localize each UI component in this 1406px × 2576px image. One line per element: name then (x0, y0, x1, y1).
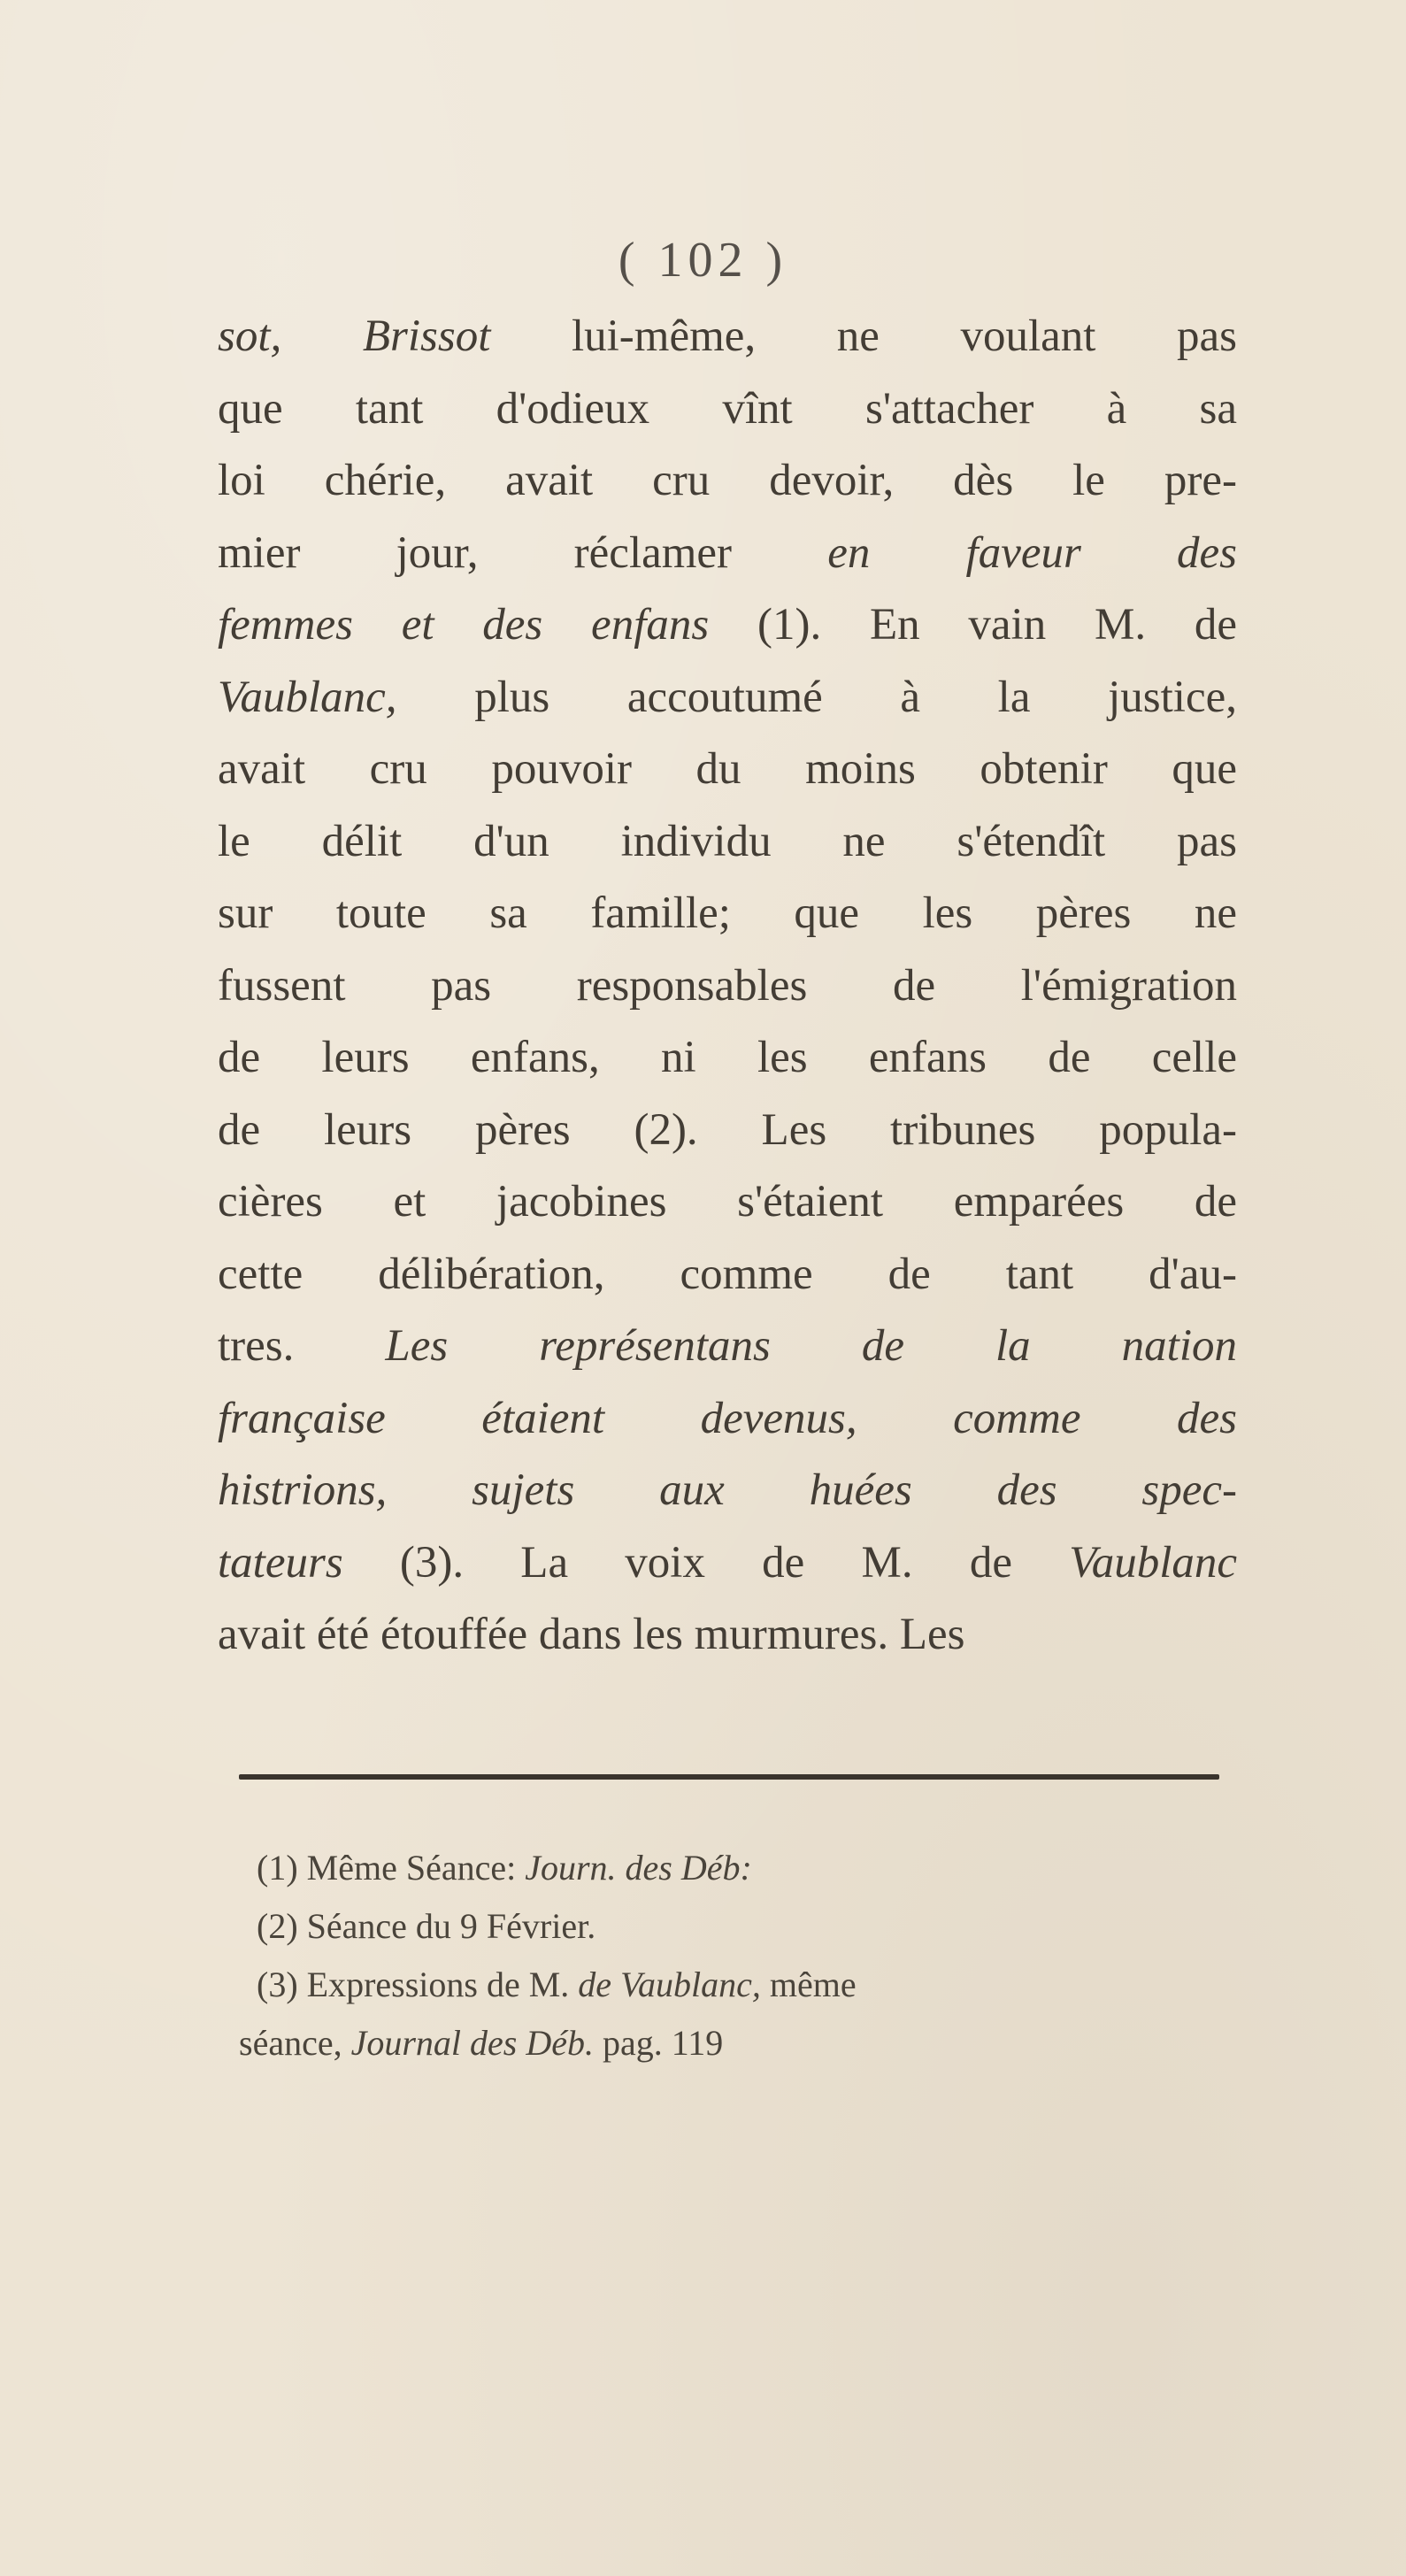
text-line-18: tateurs (3). La voix de M. de Vaublanc (218, 1537, 1237, 1588)
text-line-4: mier jour, réclamer en faveur des (218, 527, 1237, 578)
text-line-7: avait cru pouvoir du moins obtenir que (218, 744, 1237, 794)
footnote-2: (2) Séance du 9 Février. (257, 1906, 596, 1946)
text-line-2: que tant d'odieux vînt s'attacher à sa (218, 383, 1237, 434)
text-line-15: tres. Les représentans de la nation (218, 1321, 1237, 1371)
footnotes (239, 1839, 1239, 2072)
footnote-separator-rule (239, 1774, 1219, 1780)
text-line-10: fussent pas responsables de l'émigration (218, 960, 1237, 1011)
body-text (218, 301, 1237, 1672)
text-line-3: loi chérie, avait cru devoir, dès le pre- (218, 456, 1237, 505)
footnote-3-continued: séance, Journal des Déb. pag. 119 (239, 2023, 724, 2063)
text-line-13: cières et jacobines s'étaient emparées de (218, 1177, 1237, 1226)
text-line-11: de leurs enfans, ni les enfans de celle (218, 1033, 1237, 1082)
footnote-1: (1) Même Séance: Journ. des Déb: (257, 1848, 752, 1888)
text-line-1: sot, Brissot lui-même, ne voulant pas (218, 311, 1237, 361)
text-line-14: cette délibération, comme de tant d'au- (218, 1249, 1237, 1299)
text-line-19: avait été étouffée dans les murmures. Les (218, 1610, 965, 1659)
text-line-17: histrions, sujets aux huées des spec- (218, 1465, 1237, 1515)
text-line-8: le délit d'un individu ne s'étendît pas (218, 816, 1237, 866)
footnote-3: (3) Expressions de M. de Vaublanc, même (257, 1965, 857, 2004)
text-line-16: française étaient devenus, comme des (218, 1393, 1237, 1443)
text-line-9: sur toute sa famille; que les pères ne (218, 888, 1237, 938)
text-line-5: femmes et des enfans (1). En vain M. de (218, 600, 1237, 650)
page-number: ( 102 ) (618, 233, 788, 288)
text-line-12: de leurs pères (2). Les tribunes popula- (218, 1104, 1237, 1155)
text-line-6: Vaublanc, plus accoutumé à la justice, (218, 672, 1237, 722)
